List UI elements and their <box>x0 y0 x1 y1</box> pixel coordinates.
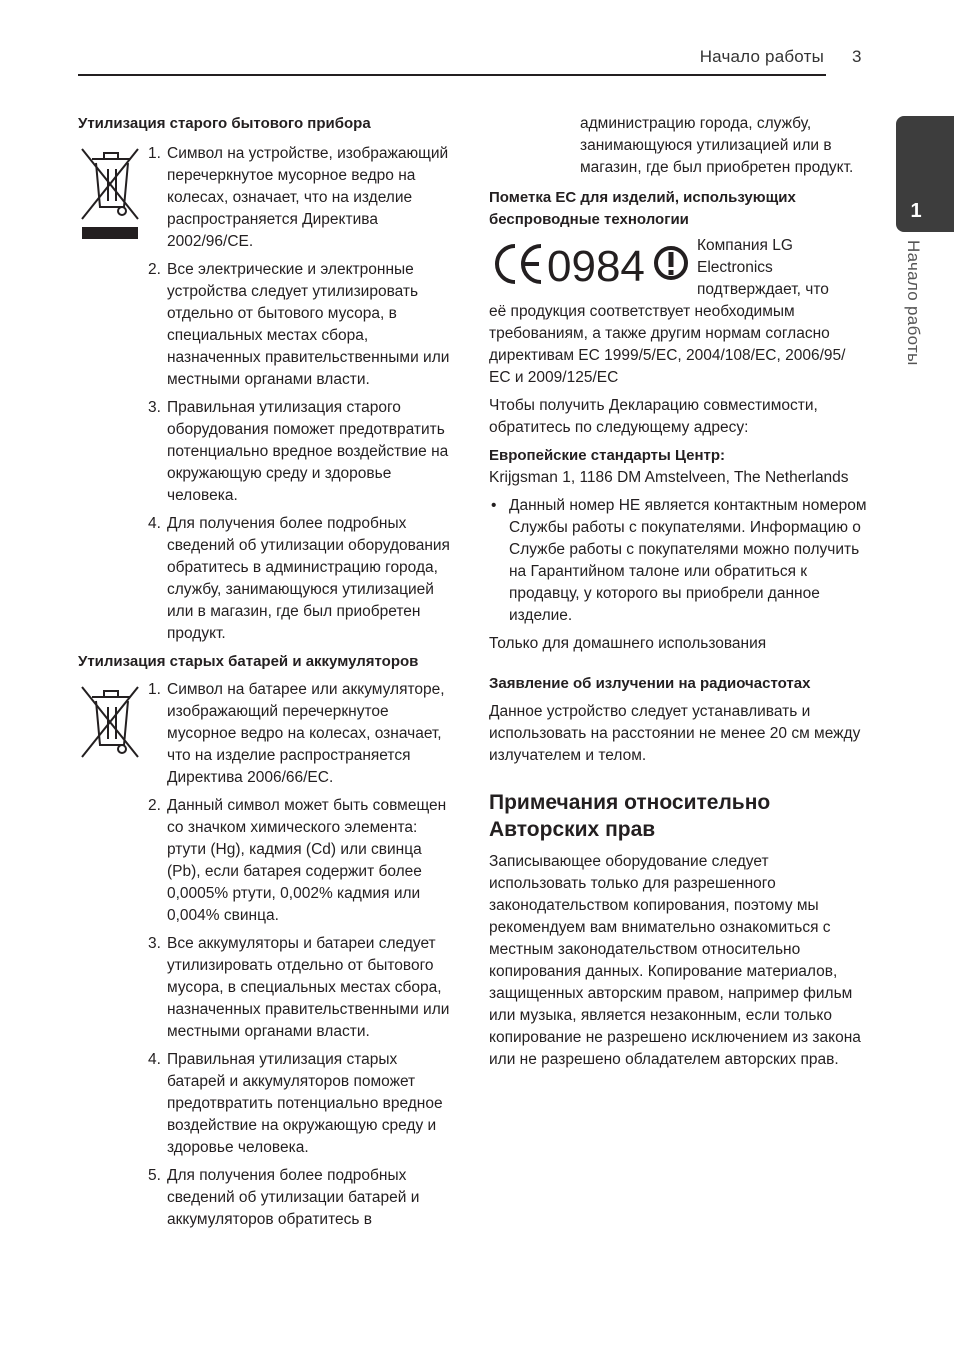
batteries-section <box>78 679 454 1231</box>
ce-row <box>489 235 869 301</box>
chapter-number: 1 <box>910 200 922 222</box>
radio-text: Данное устройство следует устанавливать и использовать на расстоянии не менее 20 см между излучателем и телом. <box>489 703 861 764</box>
home-use-text: Только для домашнего использования <box>489 635 767 652</box>
chapter-label: Начало работы <box>904 240 923 366</box>
ce-mark-icon <box>489 239 695 294</box>
declaration-text: Чтобы получить Декларацию совместимости, обратитесь по следующему адресу: <box>489 397 818 436</box>
center-heading: Европейские стандарты Центр: <box>489 447 726 464</box>
left-column <box>78 113 454 1237</box>
section-heading-appliance: Утилизация старого бытового прибора <box>78 115 371 132</box>
battery-bin-icon <box>78 683 142 764</box>
ec-text: её продукция соответствует необходимым требованиям, а также другим нормам согласно директивам EC 1999/5/EC, 2004/108/EC, 2006/95/ EC и 2009/125/EC <box>489 303 846 386</box>
list-item: 4. Правильная утилизация старых батарей и аккумуляторов поможет предотвратить потенциально вредное воздействие на окружающую среду и здоровье человека. <box>148 1051 443 1156</box>
list-item: • Данный номер НЕ является контактным номером Службы работы с покупателями. Информацию о Службе работы с покупателями можно получить на Гарантийном талоне или обратиться к продавцу, у которого вы приобрели данное изделие. <box>489 495 869 627</box>
radio-heading: Заявление об излучении на радиочастотах <box>489 675 811 692</box>
list-item: 2. Все электрические и электронные устройства следует утилизировать отдельно от бытового мусора, в специальных местах сбора, назначенных правительственными или местными органами власти. <box>148 261 450 388</box>
header-rule <box>78 74 826 76</box>
copyright-text: Записывающее оборудование следует использовать только для разрешенного законодательством копирования, поэтому мы рекомендуем вам внимательно ознакомиться с местным законодательством относительно копирования данных. Копирование материалов, защищенных авторским правом, например фильм или музыка, является незаконным, если только копирование не разрешено исключением из закона или не разрешено обладателем авторских прав. <box>489 853 861 1068</box>
chapter-tab <box>896 116 954 232</box>
ec-text-side: Компания LG Electronics подтверждает, что <box>697 237 829 298</box>
appliance-section <box>78 143 454 645</box>
copyright-heading: Примечания относительно Авторских прав <box>489 791 771 841</box>
list-item: 5. Для получения более подробных сведений об утилизации батарей и аккумуляторов обратитесь в <box>148 1167 420 1228</box>
weee-bin-icon <box>78 145 142 246</box>
ce-number: 0984 <box>547 242 645 289</box>
list-item: 2. Данный символ может быть совмещен со значком химического элемента: ртути (Hg), кадмия (Cd) или свинца (Pb), если батарея содержит более 0,0005% ртути, 0,002% кадмия или 0,004% свинца. <box>148 797 447 924</box>
continuation-text: администрацию города, службу, занимающуюся утилизацией или в магазин, где был приобретен продукт. <box>580 115 854 176</box>
list-item: 1. Символ на батарее или аккумуляторе, изображающий перечеркнутое мусорное ведро на колесах, означает, что на изделие распространяется Директива 2006/66/EC. <box>148 681 445 786</box>
list-item: 3. Все аккумуляторы и батареи следует утилизировать отдельно от бытового мусора, в специальных местах сбора, назначенных правительственными или местными органами власти. <box>148 935 450 1040</box>
list-item: 4. Для получения более подробных сведений об утилизации оборудования обратитесь в администрацию города, службу, занимающуюся утилизацией или в магазин, где был приобретен продукт. <box>148 515 450 642</box>
alert-circle-icon <box>656 248 686 278</box>
address-text: Krijgsman 1, 1186 DM Amstelveen, The Netherlands <box>489 469 849 486</box>
ec-heading: Пометка ЕС для изделий, использующих беспроводные технологии <box>489 189 796 228</box>
list-item: 1. Символ на устройстве, изображающий перечеркнутое мусорное ведро на колесах, означает, что на изделие распространяется Директива 2002/96/CE. <box>148 145 449 250</box>
header-title: Начало работы <box>699 47 824 66</box>
list-item: 3. Правильная утилизация старого оборудования поможет предотвратить потенциально вредное воздействие на окружающую среду и здоровье человека. <box>148 399 449 504</box>
right-column <box>489 113 869 1071</box>
page-number: 3 <box>852 47 862 66</box>
section-heading-batteries: Утилизация старых батарей и аккумуляторов <box>78 653 419 670</box>
